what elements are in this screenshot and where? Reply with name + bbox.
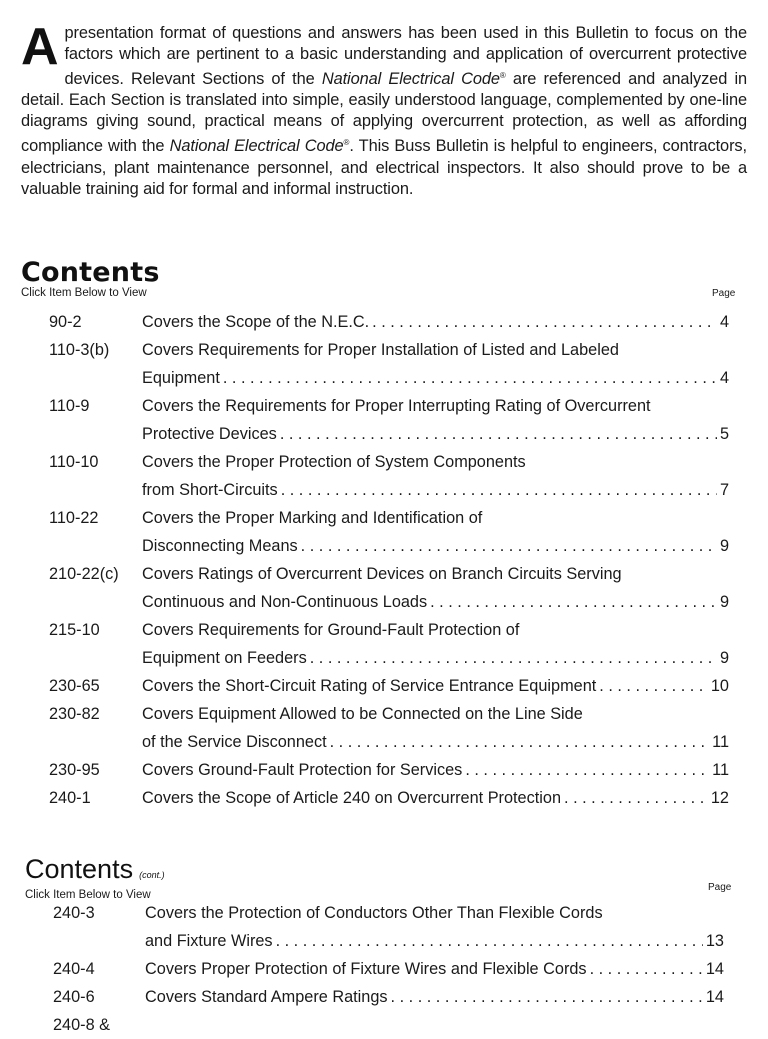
toc-entry[interactable] <box>49 336 729 392</box>
registered-mark-1: ® <box>499 71 506 81</box>
toc-description: Covers the Proper Protection of System Components <box>142 453 526 471</box>
toc-page-number: 13 <box>705 932 724 950</box>
toc-entry[interactable] <box>49 504 729 560</box>
toc-page-number: 9 <box>719 593 729 611</box>
toc-description: Equipment <box>142 369 220 387</box>
toc-section-number: 230-95 <box>49 761 100 779</box>
dot-leader <box>465 756 709 784</box>
toc-description: Equipment on Feeders <box>142 649 307 667</box>
toc-section-number: 110-3(b) <box>49 341 110 359</box>
toc-entry[interactable] <box>49 672 729 700</box>
toc-entry[interactable] <box>49 448 729 504</box>
nec-title-2: National Electrical Code <box>169 137 344 156</box>
contents-cont-header <box>25 855 165 902</box>
toc-page-number: 9 <box>719 649 729 667</box>
toc-description: Covers Ground-Fault Protection for Services <box>142 761 463 779</box>
toc-page-number: 4 <box>719 369 729 387</box>
toc-description: Covers Ratings of Overcurrent Devices on Branch Circuits Serving <box>142 565 622 583</box>
dot-leader <box>330 728 709 756</box>
page-column-label-cont: Page <box>708 882 732 893</box>
toc-section-number: 110-22 <box>49 509 99 527</box>
toc-description: Covers Proper Protection of Fixture Wires and Flexible Cords <box>145 960 587 978</box>
toc-description: of the Service Disconnect <box>142 733 327 751</box>
toc-entry[interactable] <box>49 392 729 448</box>
toc-page-number: 7 <box>719 481 729 499</box>
toc-section-number: 90-2 <box>49 313 82 331</box>
toc-description: Protective Devices <box>142 425 277 443</box>
intro-text-2: are referenced and analyzed in detail. Each Section is translated into simple, easily understood language, complemented by one-line diagrams giving sound, practical means of applying overcurrent protection, as well as affording compliance with the <box>21 70 747 156</box>
dot-leader <box>301 532 717 560</box>
dot-leader <box>280 420 717 448</box>
toc-description: Covers Requirements for Proper Installation of Listed and Labeled <box>142 341 619 359</box>
toc-section-number: 240-8 & <box>53 1016 111 1034</box>
toc-page-number: 12 <box>710 789 729 807</box>
contents-subtitle: Click Item Below to View <box>21 287 147 299</box>
contents-list <box>49 308 729 812</box>
toc-page-number: 9 <box>719 537 729 555</box>
toc-section-number: 240-3 <box>53 904 95 922</box>
toc-page-number: 14 <box>705 960 724 978</box>
toc-entry[interactable] <box>49 700 729 756</box>
dot-leader <box>564 784 708 812</box>
toc-section-number: 110-10 <box>49 453 99 471</box>
toc-section-number: 230-65 <box>49 677 100 695</box>
dot-leader <box>281 476 717 504</box>
toc-entry[interactable] <box>49 616 729 672</box>
drop-cap: A <box>21 18 59 76</box>
dot-leader <box>372 308 717 336</box>
toc-section-number: 110-9 <box>49 397 90 415</box>
toc-section-number: 240-6 <box>53 988 95 1006</box>
toc-description: Covers Requirements for Ground-Fault Protection of <box>142 621 520 639</box>
contents-cont-title-text: Contents <box>25 854 134 884</box>
toc-entry[interactable] <box>49 784 729 812</box>
toc-description: Covers the Protection of Conductors Other Than Flexible Cords <box>145 904 603 922</box>
toc-section-number: 240-4 <box>53 960 95 978</box>
toc-page-number: 11 <box>712 733 729 751</box>
toc-entry[interactable] <box>53 955 724 983</box>
toc-entry[interactable] <box>49 308 729 336</box>
toc-entry[interactable] <box>49 756 729 784</box>
dot-leader <box>590 955 703 983</box>
toc-page-number: 11 <box>712 761 729 779</box>
dot-leader <box>223 364 717 392</box>
toc-description: Covers the Scope of the N.E.C. <box>142 313 370 331</box>
toc-page-number: 5 <box>719 425 729 443</box>
toc-page-number: 10 <box>710 677 729 695</box>
dot-leader <box>391 983 703 1011</box>
contents-cont-label: (cont.) <box>139 870 165 880</box>
toc-description: and Fixture Wires <box>145 932 273 950</box>
toc-section-number: 240-1 <box>49 789 91 807</box>
intro-paragraph <box>21 18 747 200</box>
nec-title-1: National Electrical Code <box>321 70 500 89</box>
toc-description: from Short-Circuits <box>142 481 278 499</box>
toc-section-number: 210-22(c) <box>49 565 119 583</box>
dot-leader <box>430 588 717 616</box>
toc-section-number: 215-10 <box>49 621 100 639</box>
dot-leader <box>599 672 708 700</box>
dot-leader <box>276 927 703 955</box>
toc-entry[interactable] <box>49 560 729 616</box>
contents-list-cont <box>53 899 724 1034</box>
toc-description: Covers the Short-Circuit Rating of Service Entrance Equipment <box>142 677 597 695</box>
contents-cont-subtitle: Click Item Below to View <box>25 889 151 901</box>
toc-description: Disconnecting Means <box>142 537 298 555</box>
toc-page-number: 14 <box>705 988 724 1006</box>
contents-cont-title <box>25 855 165 889</box>
toc-section-number: 230-82 <box>49 705 100 723</box>
dot-leader <box>310 644 717 672</box>
toc-description: Covers Standard Ampere Ratings <box>145 988 388 1006</box>
toc-description: Continuous and Non-Continuous Loads <box>142 593 428 611</box>
toc-page-number: 4 <box>719 313 729 331</box>
intro-text-3: . This Buss Bulletin is helpful to engineers, contractors, electricians, plant maintenance personnel, and electrical inspectors. It also should prove to be a valuable training aid for formal and informal instruction. <box>21 137 747 198</box>
toc-description: Covers the Requirements for Proper Interrupting Rating of Overcurrent <box>142 397 651 415</box>
registered-mark-2: ® <box>343 138 350 148</box>
toc-description: Covers the Proper Marking and Identification of <box>142 509 483 527</box>
toc-description: Covers Equipment Allowed to be Connected on the Line Side <box>142 705 583 723</box>
toc-description: Covers the Scope of Article 240 on Overcurrent Protection <box>142 789 562 807</box>
contents-header <box>21 259 160 300</box>
toc-entry[interactable] <box>53 983 724 1011</box>
intro-text-1: presentation format of questions and answers has been used in this Bulletin to focus on the factors which are pertinent to a basic understanding and application of overcurrent protective devices. Relevant Sections of the <box>64 24 747 89</box>
page-column-label: Page <box>712 288 736 299</box>
toc-entry[interactable] <box>53 899 724 955</box>
contents-title: Contents <box>21 257 160 288</box>
